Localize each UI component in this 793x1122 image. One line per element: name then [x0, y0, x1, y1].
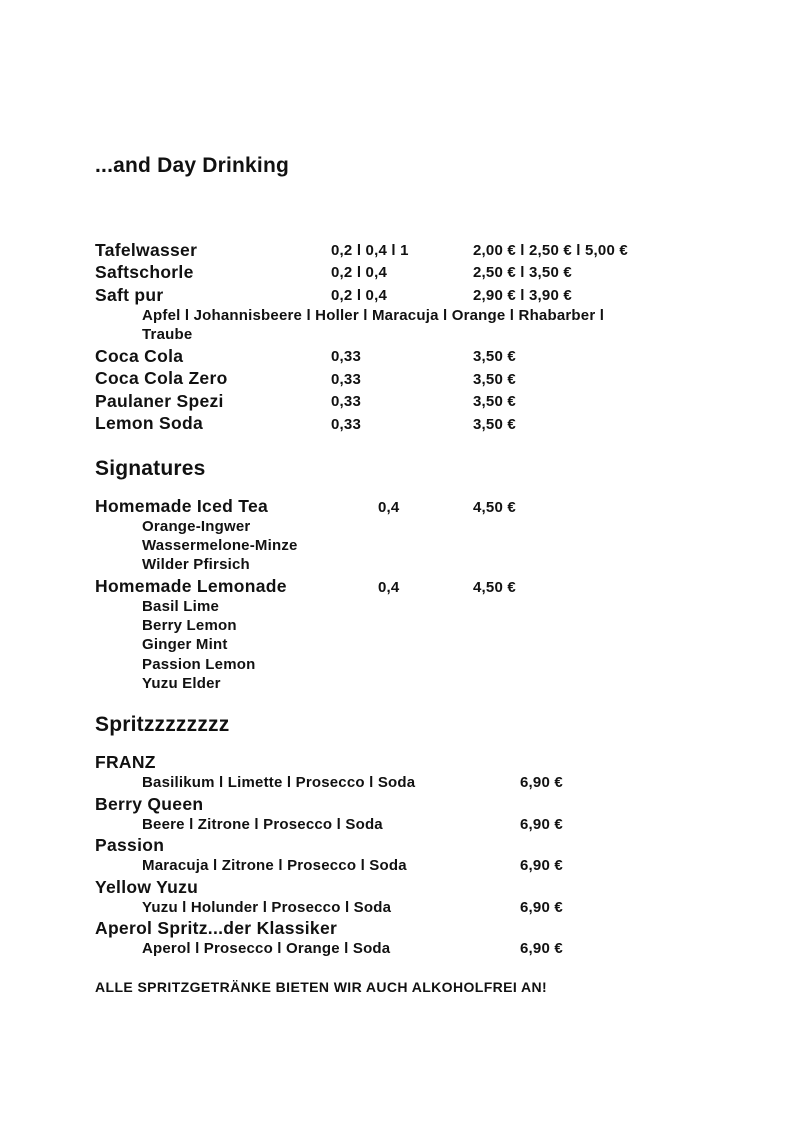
- drink-size: 0,2 l 0,4: [331, 287, 388, 304]
- drink-price: 6,90 €: [520, 940, 563, 957]
- drink-name: Aperol Spritz...der Klassiker: [95, 918, 338, 938]
- drink-ingredients: Maracuja l Zitrone l Prosecco l Soda: [142, 857, 407, 874]
- drink-price: 2,00 € l 2,50 € l 5,00 €: [473, 242, 628, 259]
- juice-options: Apfel l Johannisbeere l Holler l Maracuja l Orange l Rhabarber l: [142, 307, 605, 324]
- drink-price: 3,50 €: [473, 416, 516, 433]
- drink-ingredients: Basilikum l Limette l Prosecco l Soda: [142, 774, 416, 791]
- drink-price: 6,90 €: [520, 774, 563, 791]
- drink-price: 6,90 €: [520, 816, 563, 833]
- drink-size: 0,4: [378, 579, 400, 596]
- drink-variant: Wassermelone-Minze: [142, 537, 298, 554]
- drink-size: 0,2 l 0,4 l 1: [331, 242, 409, 259]
- drink-price: 4,50 €: [473, 499, 516, 516]
- drink-name: Passion: [95, 835, 165, 855]
- drink-name: Saftschorle: [95, 262, 194, 282]
- drink-name: Paulaner Spezi: [95, 391, 224, 411]
- drink-variant: Yuzu Elder: [142, 675, 221, 692]
- drink-variant: Orange-Ingwer: [142, 518, 251, 535]
- drink-price: 3,50 €: [473, 393, 516, 410]
- drink-variant: Wilder Pfirsich: [142, 556, 250, 573]
- drink-size: 0,33: [331, 416, 361, 433]
- drink-name: Berry Queen: [95, 794, 204, 814]
- drink-name: Coca Cola Zero: [95, 368, 228, 388]
- drink-ingredients: Aperol l Prosecco l Orange l Soda: [142, 940, 391, 957]
- drink-size: 0,33: [331, 393, 361, 410]
- drink-variant: Ginger Mint: [142, 636, 228, 653]
- drink-price: 6,90 €: [520, 857, 563, 874]
- juice-options: Traube: [142, 326, 193, 343]
- drink-name: Lemon Soda: [95, 413, 204, 433]
- drink-price: 3,50 €: [473, 371, 516, 388]
- drink-price: 2,90 € l 3,90 €: [473, 287, 572, 304]
- alcohol-free-notice: ALLE SPRITZGETRÄNKE BIETEN WIR AUCH ALKOHOLFREI AN!: [95, 979, 548, 995]
- section-heading: Spritzzzzzzzz: [95, 713, 230, 736]
- section-heading: Signatures: [95, 457, 206, 480]
- drink-size: 0,4: [378, 499, 400, 516]
- drink-price: 4,50 €: [473, 579, 516, 596]
- drink-name: Homemade Lemonade: [95, 576, 287, 596]
- drink-size: 0,2 l 0,4: [331, 264, 388, 281]
- drink-size: 0,33: [331, 348, 361, 365]
- drink-name: Tafelwasser: [95, 240, 198, 260]
- drink-price: 2,50 € l 3,50 €: [473, 264, 572, 281]
- drink-variant: Basil Lime: [142, 598, 220, 615]
- drink-variant: Berry Lemon: [142, 617, 237, 634]
- drink-name: Coca Cola: [95, 346, 184, 366]
- drink-name: Saft pur: [95, 285, 164, 305]
- drink-price: 3,50 €: [473, 348, 516, 365]
- drink-price: 6,90 €: [520, 899, 563, 916]
- drink-ingredients: Yuzu l Holunder l Prosecco l Soda: [142, 899, 392, 916]
- drink-variant: Passion Lemon: [142, 656, 256, 673]
- drink-size: 0,33: [331, 371, 361, 388]
- drink-ingredients: Beere l Zitrone l Prosecco l Soda: [142, 816, 383, 833]
- drink-name: Yellow Yuzu: [95, 877, 199, 897]
- page-title: ...and Day Drinking: [95, 154, 289, 177]
- drink-name: Homemade Iced Tea: [95, 496, 269, 516]
- drink-name: FRANZ: [95, 752, 156, 772]
